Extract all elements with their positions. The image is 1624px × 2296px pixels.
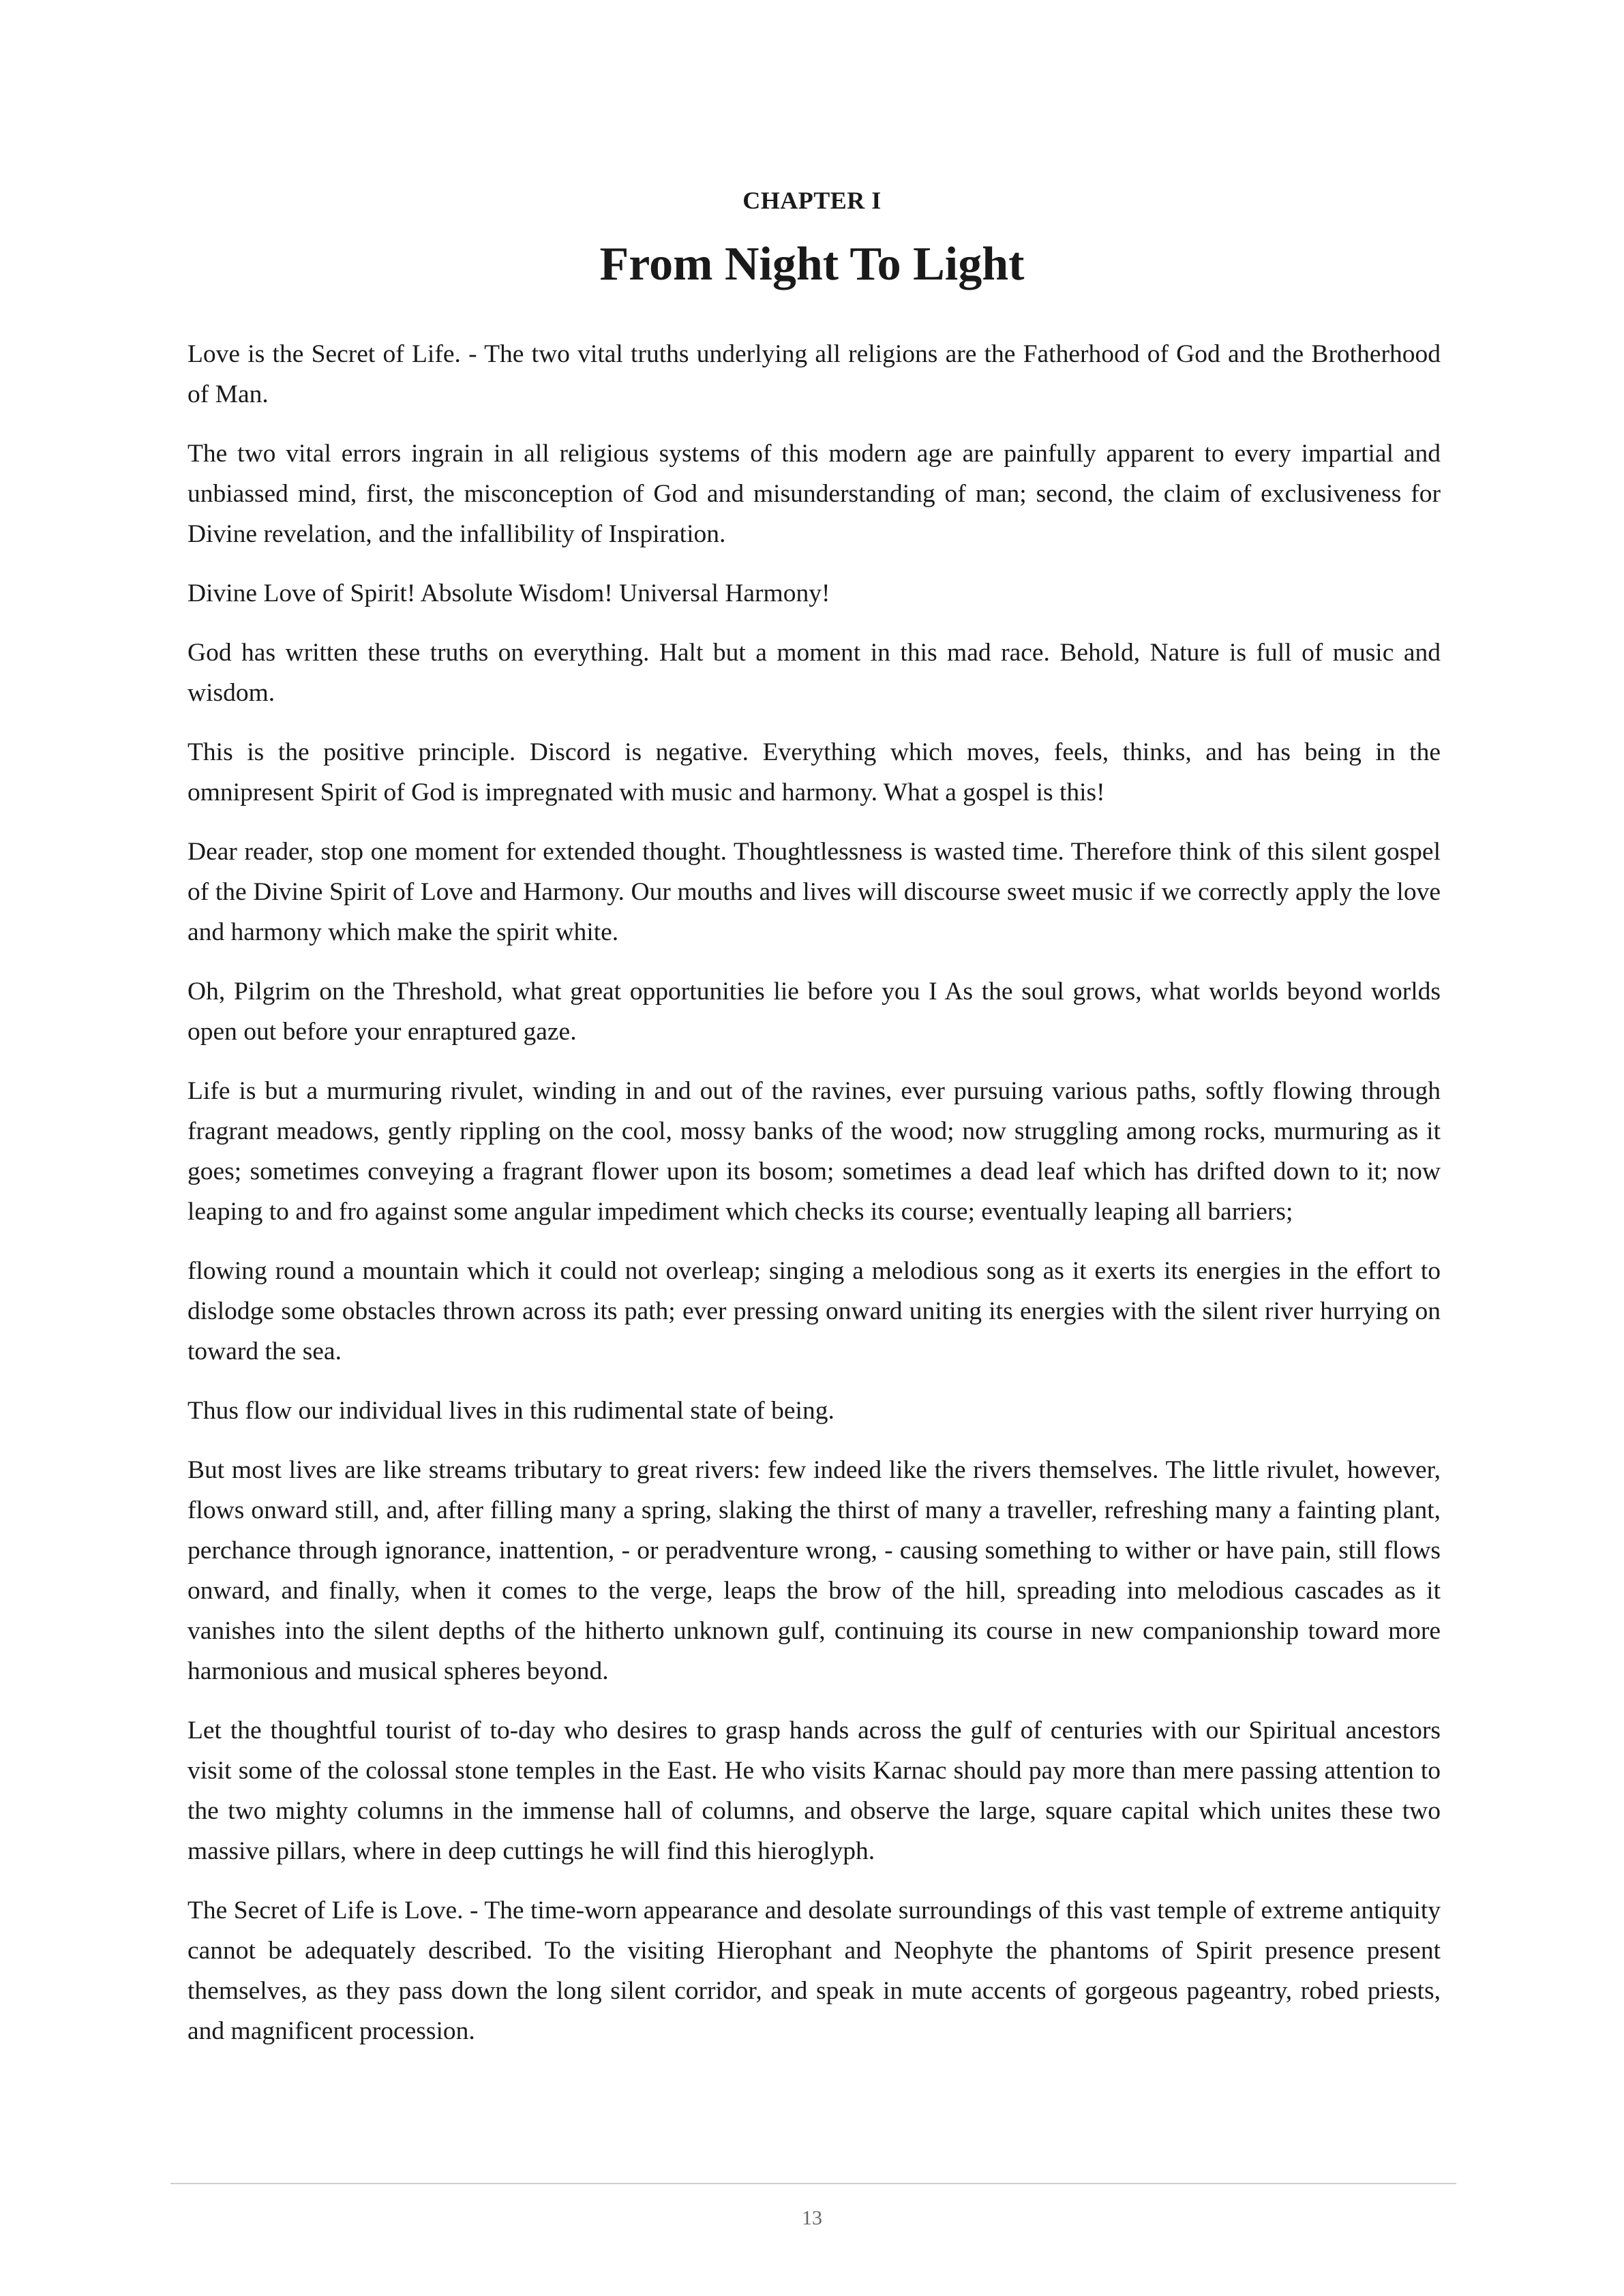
chapter-body — [187, 334, 1441, 2070]
paragraph: This is the positive principle. Discord is negative. Everything which moves, feels, thinks, and has being in the omnipresent Spirit of God is impregnated with music and harmony. What a gospel is this! — [187, 738, 1441, 806]
page-number: 13 — [802, 2207, 822, 2229]
paragraph: Love is the Secret of Life. - The two vital truths underlying all religions are the Fatherhood of God and the Brotherhood of Man. — [187, 340, 1441, 408]
paragraph: The two vital errors ingrain in all religious systems of this modern age are painfully apparent to every impartial and unbiassed mind, first, the misconception of God and misunderstanding of man; second, the claim of exclusiveness for Divine revelation, and the infallibility of Inspiration. — [187, 440, 1441, 548]
chapter-label: CHAPTER I — [742, 187, 882, 214]
paragraph: Let the thoughtful tourist of to-day who desires to grasp hands across the gulf of centuries with our Spiritual ancestors visit some of the colossal stone temples in the East. He who visits Karnac should pay more than mere passing attention to the two mighty columns in the immense hall of columns, and observe the large, square capital which unites these two massive pillars, where in deep cuttings he will find this hieroglyph. — [187, 1717, 1441, 1865]
paragraph: Oh, Pilgrim on the Threshold, what great opportunities lie before you I As the soul grows, what worlds beyond worlds open out before your enraptured gaze. — [187, 978, 1441, 1046]
paragraph: Life is but a murmuring rivulet, winding in and out of the ravines, ever pursuing various paths, softly flowing through fragrant meadows, gently rippling on the cool, mossy banks of the wood; now struggling among rocks, murmuring as it goes; sometimes conveying a fragrant flower upon its bosom; sometimes a dead leaf which has drifted down to it; now leaping to and fro against some angular impediment which checks its course; eventually leaping all barriers; — [187, 1077, 1441, 1226]
paragraph: The Secret of Life is Love. - The time-worn appearance and desolate surroundings of this vast temple of extreme antiquity cannot be adequately described. To the visiting Hierophant and Neophyte the phantoms of Spirit presence present themselves, as they pass down the long silent corridor, and speak in mute accents of gorgeous pageantry, robed priests, and magnificent procession. — [187, 1897, 1441, 2045]
paragraph: flowing round a mountain which it could not overleap; singing a melodious song as it exerts its energies in the effort to dislodge some obstacles thrown across its path; ever pressing onward uniting its energies with the silent river hurrying on toward the sea. — [187, 1257, 1441, 1365]
footer-divider — [170, 2183, 1456, 2184]
paragraph: Dear reader, stop one moment for extended thought. Thoughtlessness is wasted time. Therefore think of this silent gospel of the Divine Spirit of Love and Harmony. Our mouths and lives will discourse sweet music if we correctly apply the love and harmony which make the spirit white. — [187, 838, 1441, 946]
chapter-title: From Night To Light — [599, 238, 1025, 290]
paragraph: Thus flow our individual lives in this rudimental state of being. — [187, 1397, 834, 1425]
paragraph: Divine Love of Spirit! Absolute Wisdom! Universal Harmony! — [187, 579, 830, 607]
paragraph: God has written these truths on everything. Halt but a moment in this mad race. Behold, Nature is full of music and wisdom. — [187, 639, 1441, 707]
paragraph: But most lives are like streams tributary to great rivers: few indeed like the rivers themselves. The little rivulet, however, flows onward still, and, after filling many a spring, slaking the thirst of many a traveller, refreshing many a fainting plant, perchance through ignorance, inattention, - or peradventure wrong, - causing something to wither or have pain, still flows onward, and finally, when it comes to the verge, leaps the brow of the hill, spreading into melodious cascades as it vanishes into the silent depths of the hitherto unknown gulf, continuing its course in new companionship toward more harmonious and musical spheres beyond. — [187, 1456, 1441, 1685]
